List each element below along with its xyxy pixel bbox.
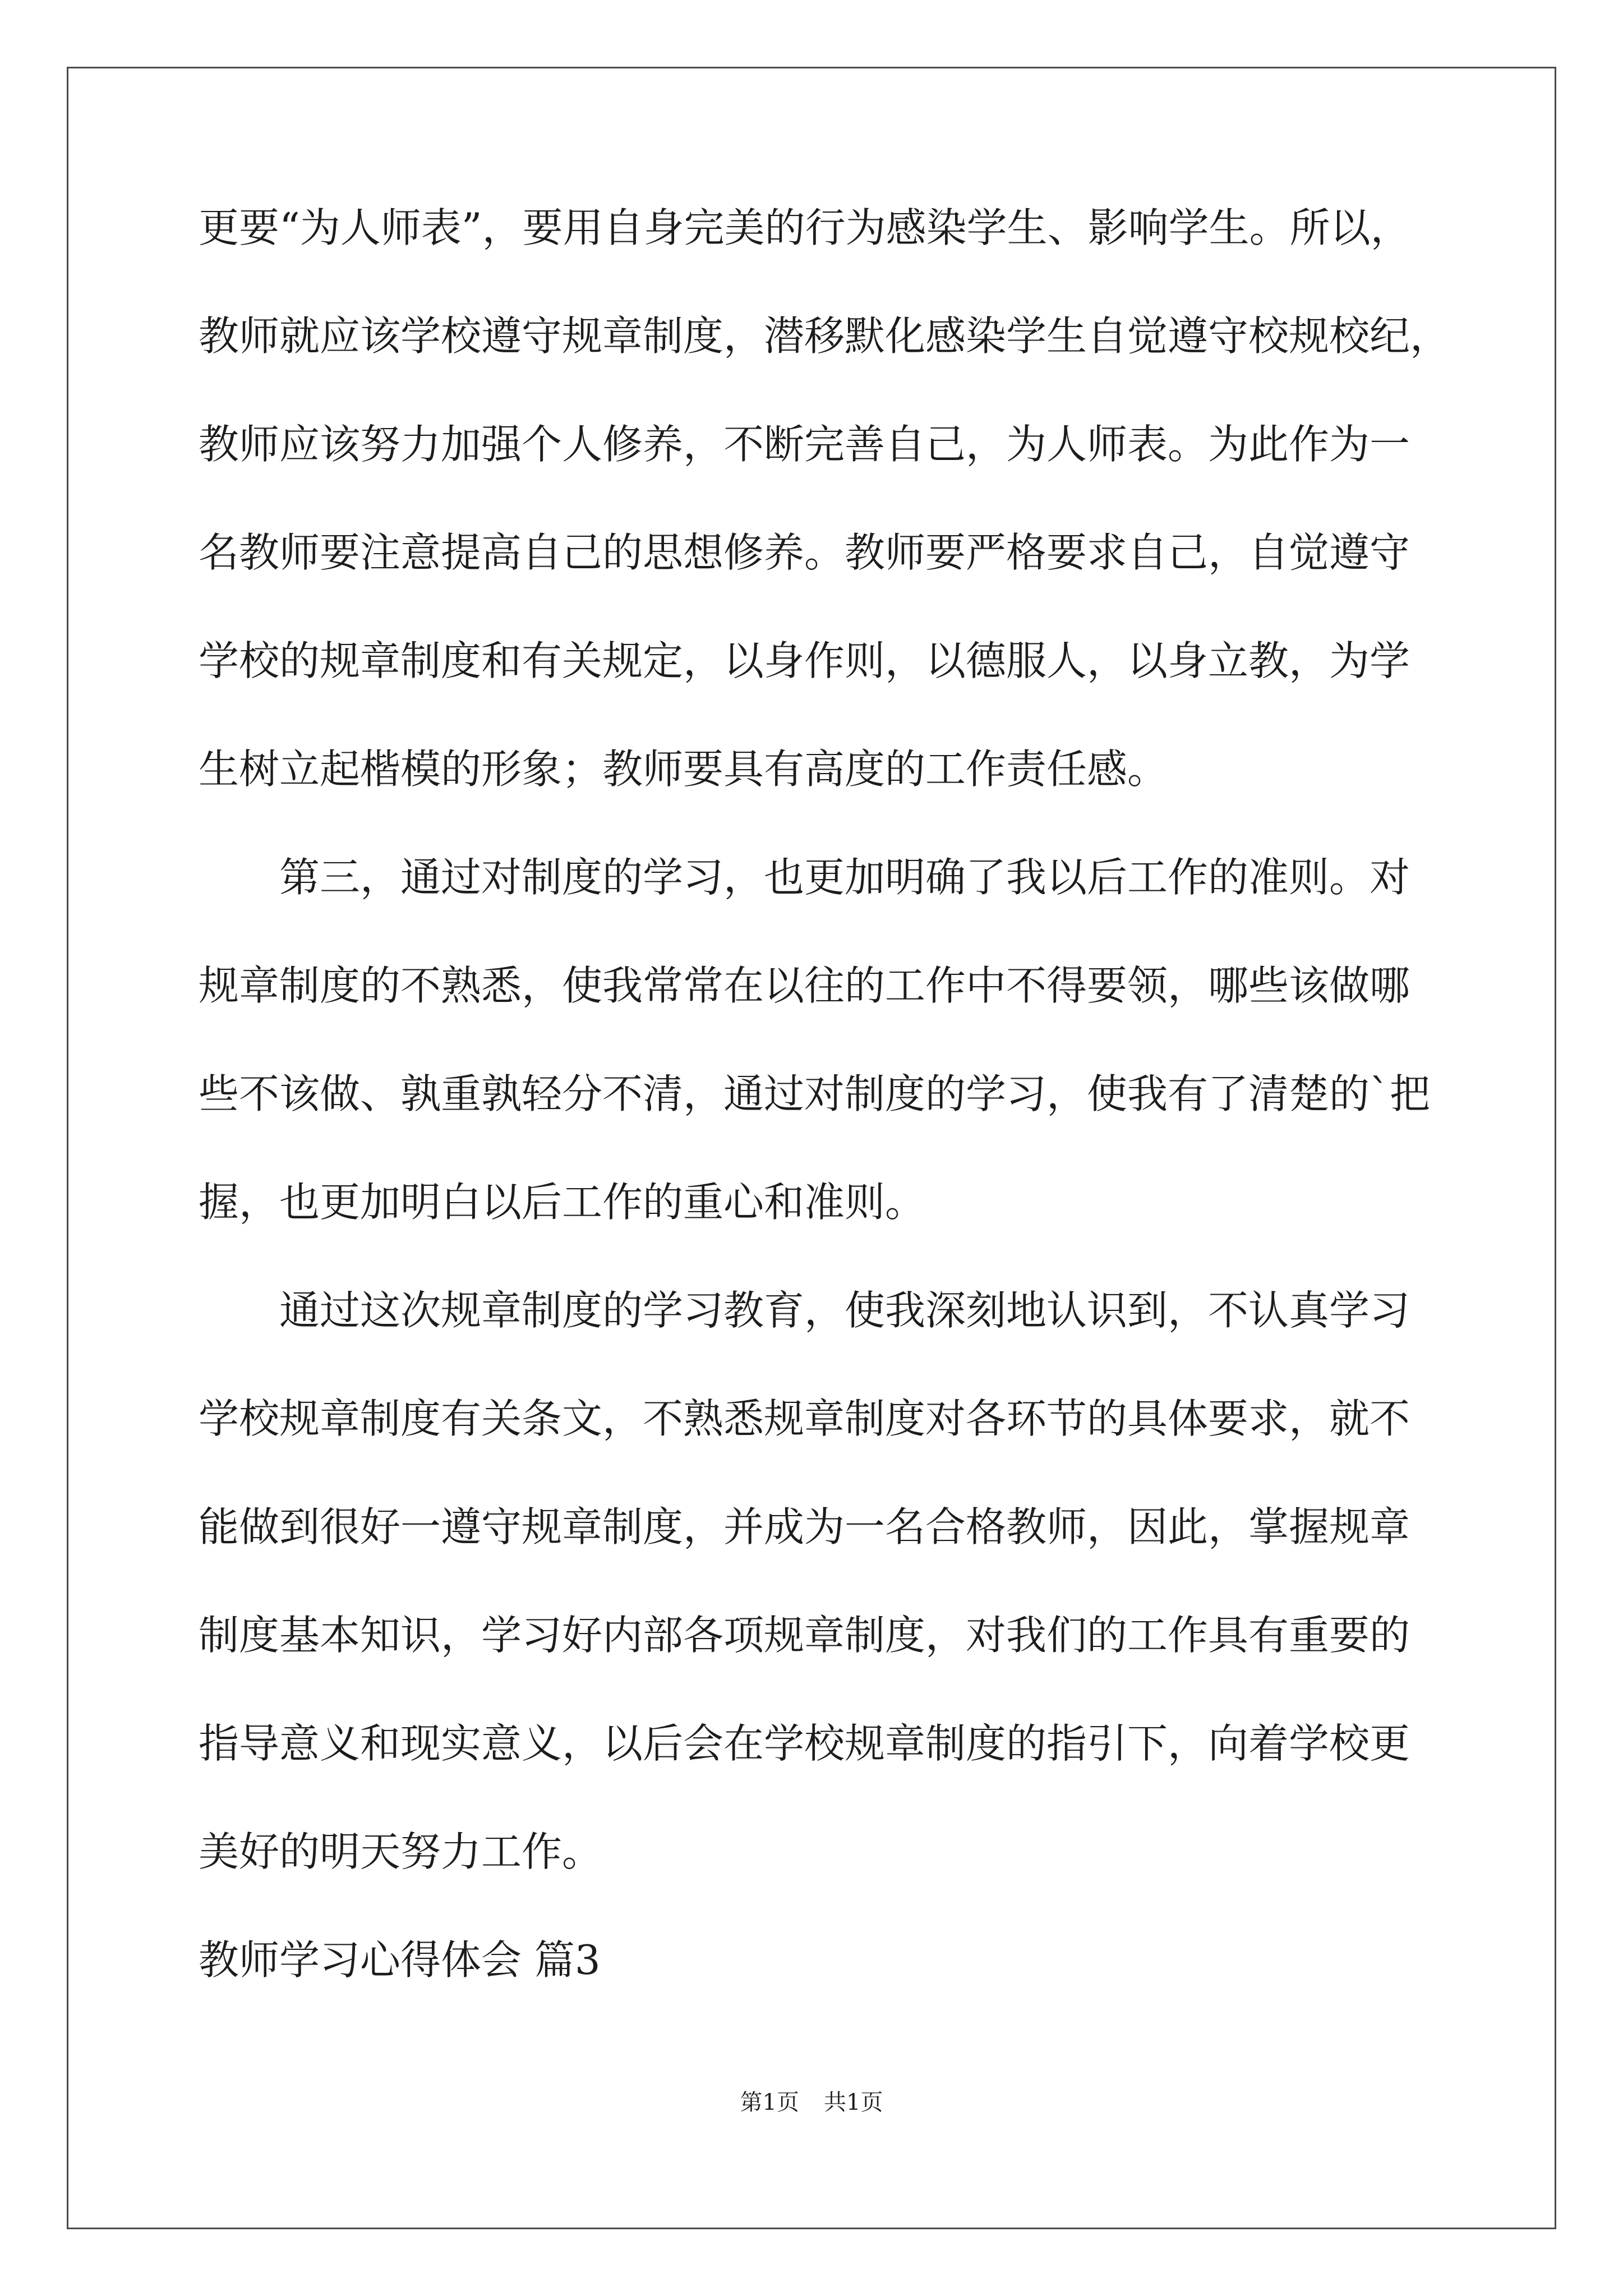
paragraph-line: 更要“为人师表”，要用自身完美的行为感染学生、影响学生。所以，: [199, 204, 1411, 251]
paragraph-line: 第三，通过对制度的学习，也更加明确了我以后工作的准则。对: [279, 854, 1410, 901]
paragraph-line: 通过这次规章制度的学习教育，使我深刻地认识到，不认真学习: [279, 1287, 1410, 1334]
section-heading: 教师学习心得体会 篇3: [199, 1936, 601, 1984]
paragraph-line: 教师应该努力加强个人修养，不断完善自己，为人师表。为此作为一: [199, 421, 1410, 468]
page-border: [67, 67, 1556, 2229]
paragraph-line: 握，也更加明白以后工作的重心和准则。: [199, 1179, 926, 1226]
paragraph-line: 美好的明天努力工作。: [199, 1828, 603, 1875]
page-footer: [0, 2085, 1623, 2116]
paragraph-line: 制度基本知识，学习好内部各项规章制度，对我们的工作具有重要的: [199, 1612, 1410, 1659]
paragraph-line: 名教师要注意提高自己的思想修养。教师要严格要求自己，自觉遵守: [199, 529, 1410, 576]
paragraph-line: 教师就应该学校遵守规章制度，潜移默化感染学生自觉遵守校规校纪，: [199, 312, 1451, 360]
paragraph-line: 生树立起楷模的形象；教师要具有高度的工作责任感。: [199, 746, 1168, 793]
paragraph-line: 学校的规章制度和有关规定，以身作则，以德服人，以身立教，为学: [199, 637, 1410, 684]
page-total: 共1页: [824, 2090, 883, 2115]
page-number: 第1页: [740, 2090, 799, 2115]
paragraph-line: 规章制度的不熟悉，使我常常在以往的工作中不得要领，哪些该做哪: [199, 962, 1410, 1009]
paragraph-line: 学校规章制度有关条文，不熟悉规章制度对各环节的具体要求，就不: [199, 1395, 1410, 1442]
paragraph-line: 能做到很好一遵守规章制度，并成为一名合格教师，因此，掌握规章: [199, 1503, 1410, 1550]
paragraph-line: 指导意义和现实意义，以后会在学校规章制度的指引下，向着学校更: [199, 1720, 1410, 1767]
paragraph-line: 些不该做、孰重孰轻分不清，通过对制度的学习，使我有了清楚的`把: [199, 1070, 1431, 1117]
